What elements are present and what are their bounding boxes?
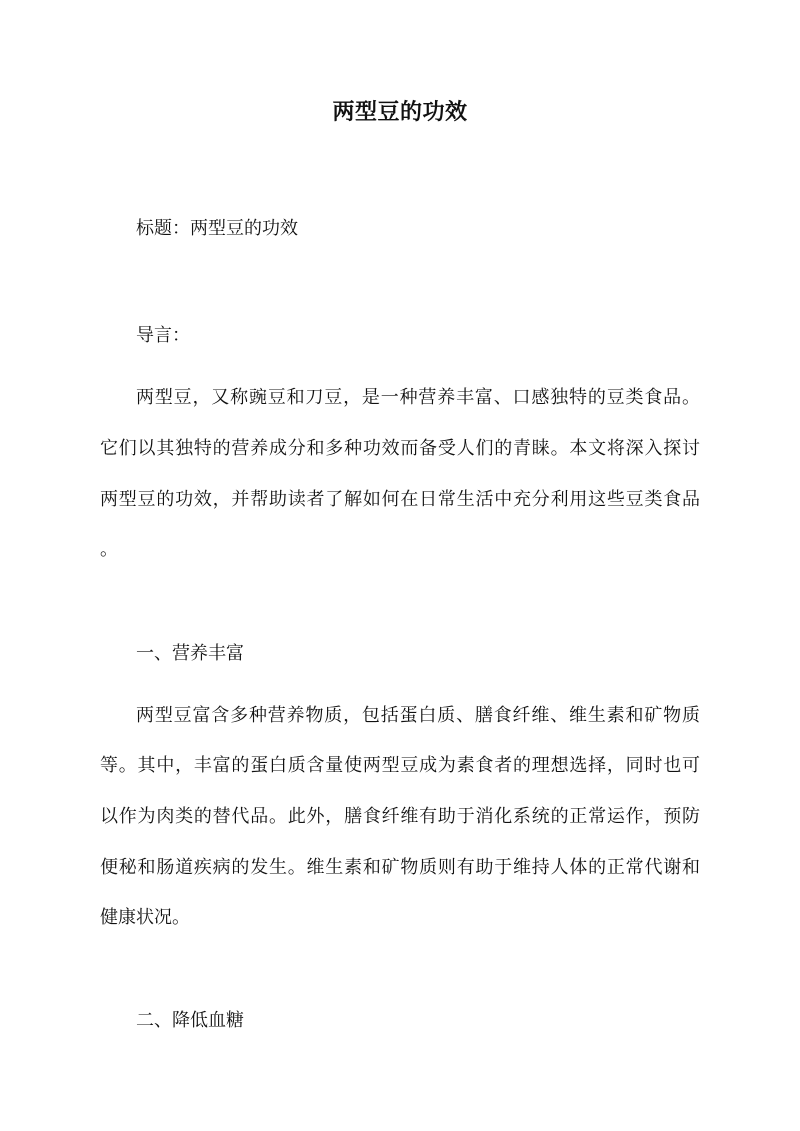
section1-paragraph-line: 便秘和肠道疾病的发生。维生素和矿物质则有助于维持人体的正常代谢和 bbox=[100, 857, 700, 878]
intro-paragraph-line: 两型豆的功效，并帮助读者了解如何在日常生活中充分利用这些豆类食品 bbox=[100, 489, 700, 510]
document-title: 两型豆的功效 bbox=[332, 99, 468, 125]
intro-paragraph-line: 它们以其独特的营养成分和多种功效而备受人们的青睐。本文将深入探讨 bbox=[100, 438, 700, 459]
section1-paragraph-line: 两型豆富含多种营养物质，包括蛋白质、膳食纤维、维生素和矿物质 bbox=[136, 705, 700, 726]
intro-paragraph-line: 。 bbox=[100, 539, 118, 560]
subject-line: 标题：两型豆的功效 bbox=[136, 218, 298, 239]
section1-paragraph-line: 健康状况。 bbox=[100, 907, 190, 928]
intro-paragraph-line: 两型豆，又称豌豆和刀豆，是一种营养丰富、口感独特的豆类食品。 bbox=[136, 387, 700, 408]
section-heading-nutrition: 一、营养丰富 bbox=[136, 643, 244, 664]
section-heading-blood-sugar: 二、降低血糖 bbox=[136, 1010, 244, 1031]
section1-paragraph-line: 以作为肉类的替代品。此外，膳食纤维有助于消化系统的正常运作，预防 bbox=[100, 806, 700, 827]
intro-heading: 导言： bbox=[136, 325, 190, 346]
section1-paragraph-line: 等。其中，丰富的蛋白质含量使两型豆成为素食者的理想选择，同时也可 bbox=[100, 755, 700, 776]
